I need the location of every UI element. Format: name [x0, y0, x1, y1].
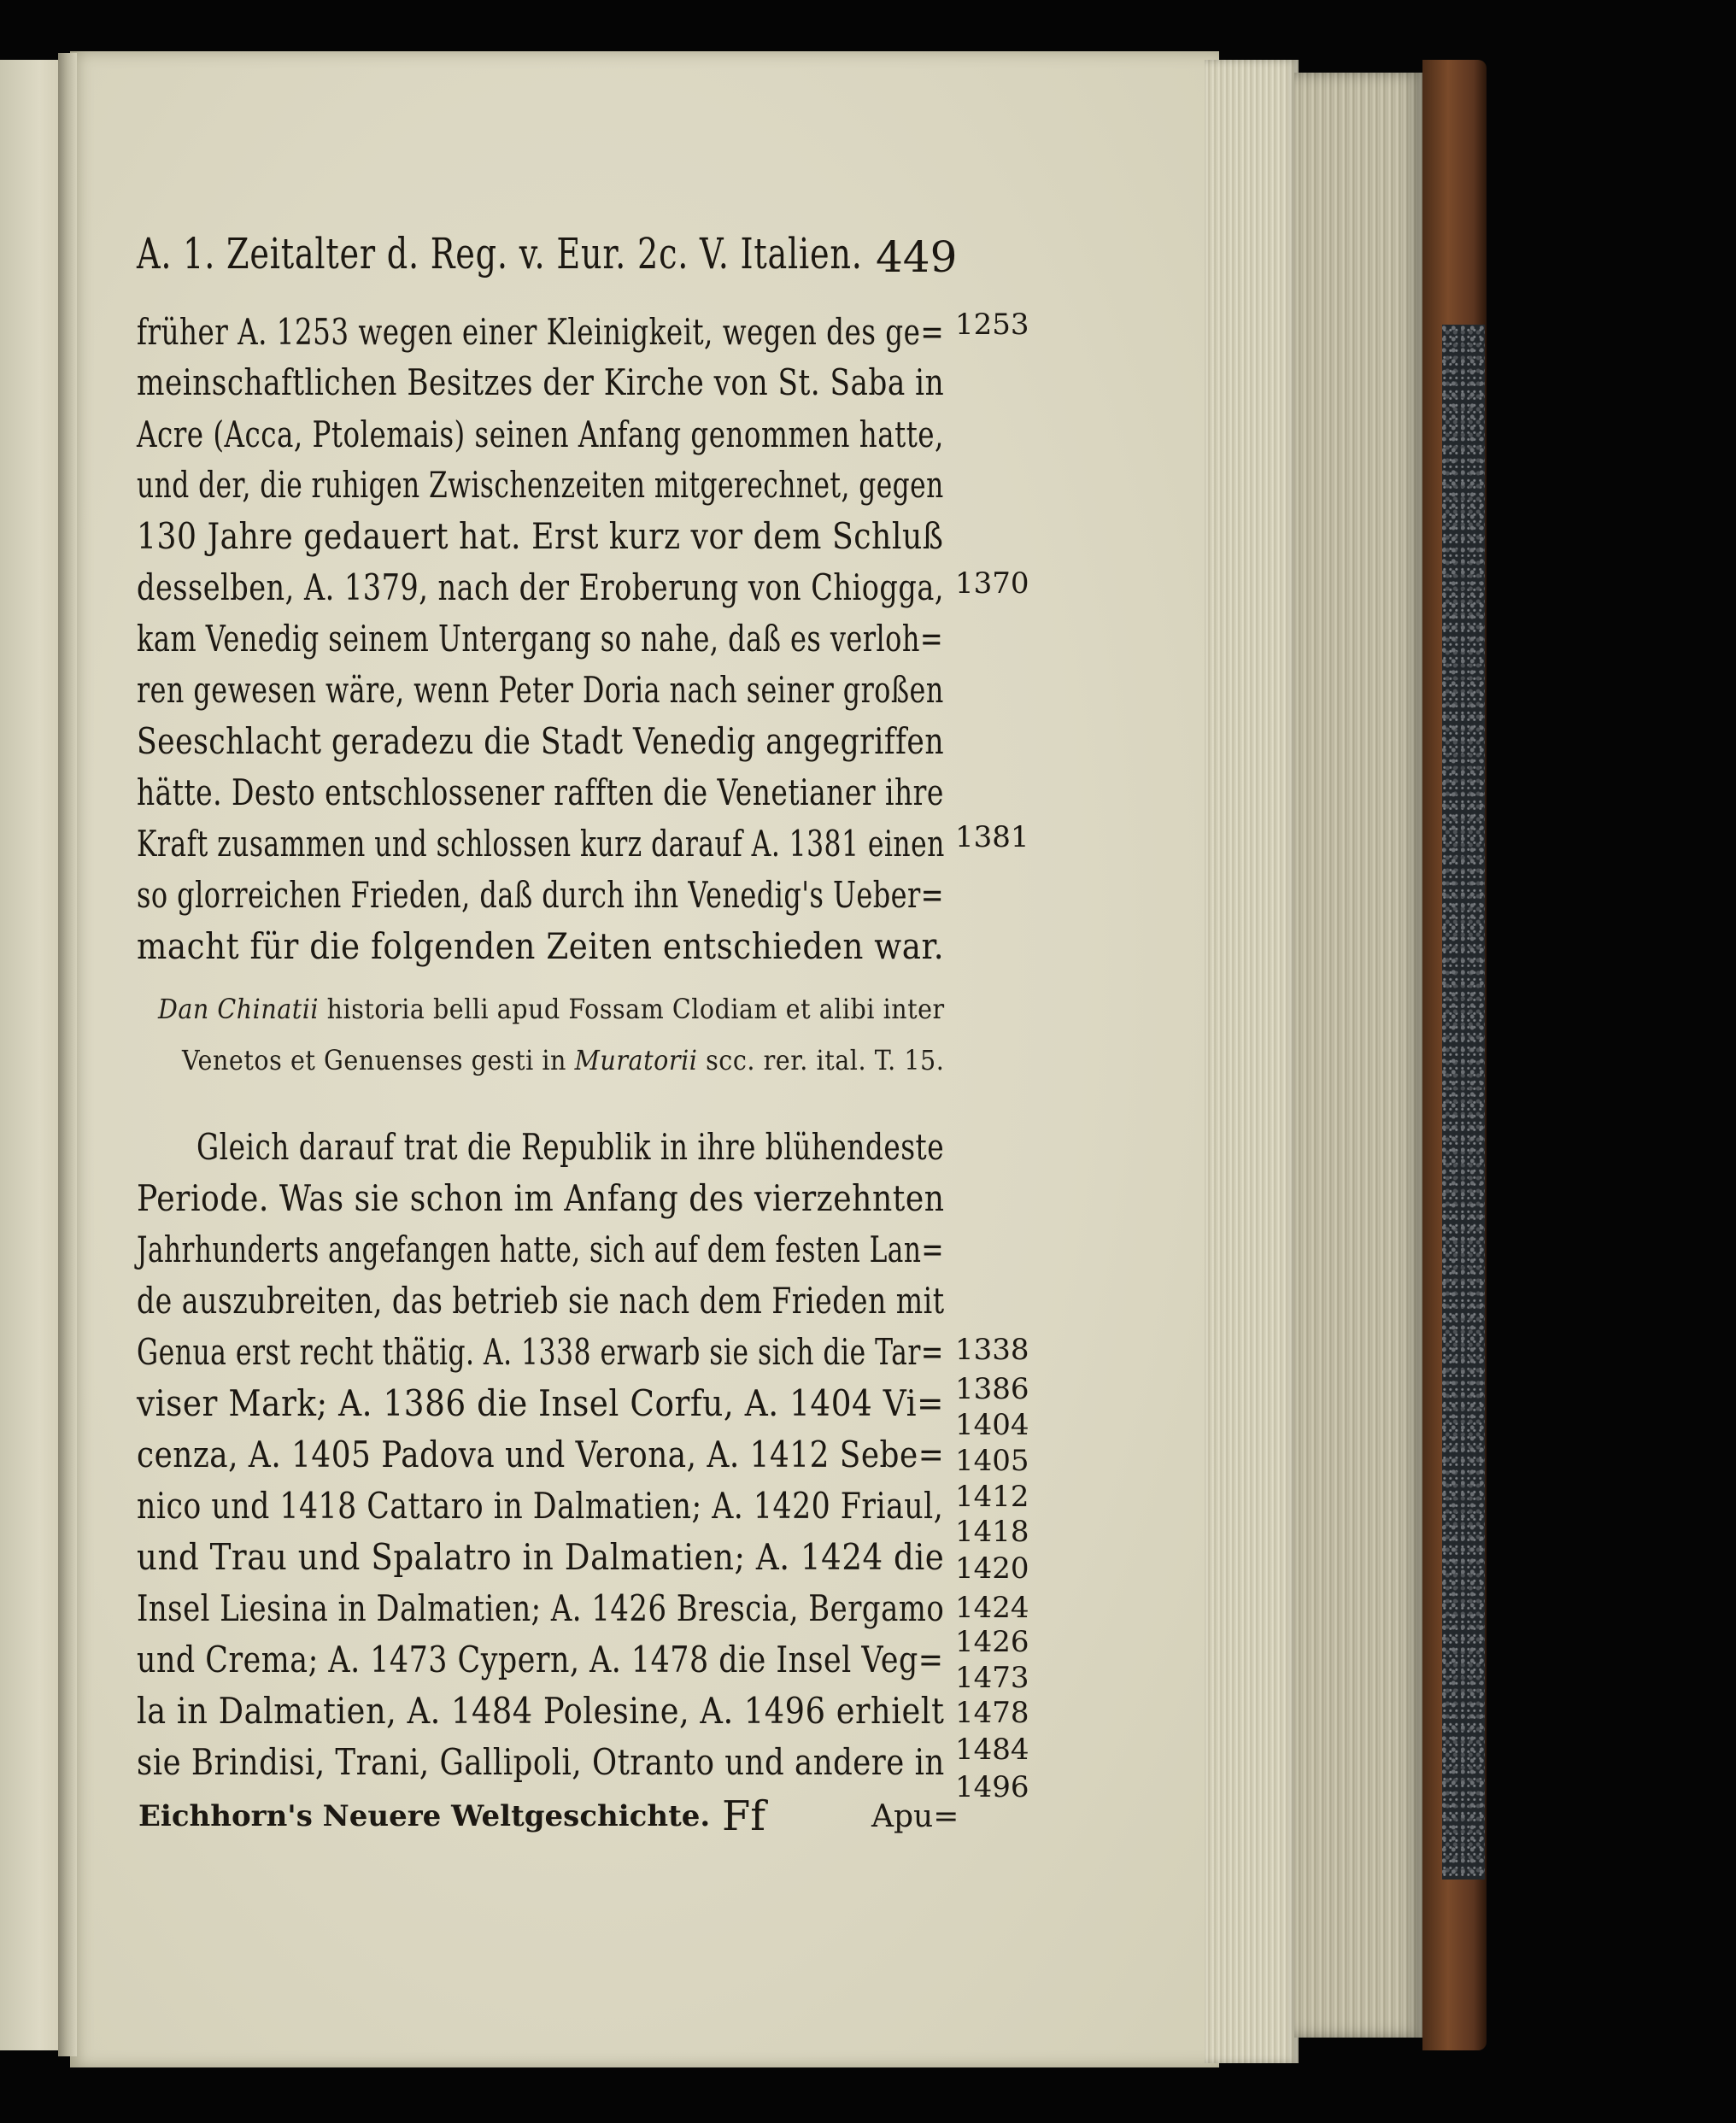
page-number: 449	[876, 232, 958, 282]
text-line: 130 Jahre gedauert hat. Erst kurz vor dem Schluß	[137, 515, 944, 557]
footer-book-title: Eichhorn's Neuere Weltgeschichte.	[138, 1799, 711, 1833]
margin-year: 1370	[955, 566, 1029, 601]
book-gutter	[58, 53, 77, 2056]
margin-year: 1484	[955, 1733, 1029, 1767]
text-line: macht für die folgenden Zeiten entschieden war.	[137, 925, 945, 967]
note-author: Dan Chinatii	[158, 993, 320, 1025]
text-line: Periode. Was sie schon im Anfang des vierzehnten	[137, 1177, 945, 1219]
margin-year: 1338	[955, 1333, 1029, 1367]
margin-year: 1253	[955, 308, 1029, 342]
text-line: cenza, A. 1405 Padova und Verona, A. 1412 Sebe=	[137, 1434, 945, 1475]
text-line: la in Dalmatien, A. 1484 Polesine, A. 1496 erhielt	[137, 1690, 945, 1732]
margin-year: 1420	[955, 1551, 1029, 1586]
text-line: Jahrhunderts angefangen hatte, sich auf dem festen Lan=	[137, 1229, 944, 1270]
text-line: Acre (Acca, Ptolemais) seinen Anfang genommen hatte,	[137, 413, 944, 455]
text-line: kam Venedig seinem Untergang so nahe, daß es verloh=	[137, 618, 944, 660]
note-text: historia belli apud Fossam Clodiam et alibi inter	[326, 993, 945, 1025]
text-line: Gleich darauf trat die Republik in ihre blühendeste	[196, 1126, 945, 1168]
text-line: so glorreichen Frieden, daß durch ihn Venedig's Ueber=	[137, 874, 944, 916]
page-stack-edge-far	[1294, 73, 1422, 2038]
margin-year: 1405	[955, 1444, 1029, 1478]
margin-year: 1478	[955, 1696, 1029, 1730]
margin-year: 1404	[955, 1408, 1029, 1442]
text-line: früher A. 1253 wegen einer Kleinigkeit, wegen des ge=	[137, 311, 945, 353]
text-line: desselben, A. 1379, nach der Eroberung von Chiogga,	[137, 566, 944, 608]
text-line: und der, die ruhigen Zwischenzeiten mitgerechnet, gegen	[137, 464, 944, 506]
note-text: Venetos et Genuenses gesti in	[182, 1044, 567, 1076]
signature-mark: Ff	[722, 1792, 766, 1840]
text-line: und Trau und Spalatro in Dalmatien; A. 1424 die	[137, 1536, 945, 1578]
text-line: Genua erst recht thätig. A. 1338 erwarb sie sich die Tar=	[137, 1331, 944, 1373]
note-source: Muratorii	[574, 1044, 698, 1076]
text-line: sie Brindisi, Trani, Gallipoli, Otranto und andere in	[137, 1741, 945, 1783]
margin-year: 1381	[955, 820, 1029, 854]
margin-year: 1426	[955, 1625, 1029, 1659]
text-line: ren gewesen wäre, wenn Peter Doria nach seiner großen	[137, 669, 944, 711]
margin-year: 1412	[955, 1480, 1029, 1514]
margin-year: 1473	[955, 1661, 1029, 1695]
text-line: hätte. Desto entschlossener rafften die Venetianer ihre	[137, 771, 944, 813]
margin-year: 1496	[955, 1770, 1029, 1804]
text-line: nico und 1418 Cattaro in Dalmatien; A. 1420 Friaul,	[137, 1485, 944, 1527]
text-line: Seeschlacht geradezu die Stadt Venedig angegriffen	[137, 720, 945, 762]
page-stack-edge	[1205, 60, 1299, 2063]
running-title: A. 1. Zeitalter d. Reg. v. Eur. 2c. V. Italien.	[137, 229, 863, 279]
text-line: de auszubreiten, das betrieb sie nach dem Frieden mit	[137, 1280, 945, 1322]
text-line: Kraft zusammen und schlossen kurz darauf A. 1381 einen	[137, 823, 945, 865]
text-line: meinschaftlichen Besitzes der Kirche von St. Saba in	[137, 361, 945, 403]
text-line: viser Mark; A. 1386 die Insel Corfu, A. 1404 Vi=	[137, 1382, 944, 1424]
note-text: scc. rer. ital. T. 15.	[706, 1044, 945, 1076]
previous-page-edge	[0, 60, 67, 2050]
reference-note-line1	[158, 993, 945, 1025]
margin-year: 1386	[955, 1372, 1029, 1406]
text-line: Insel Liesina in Dalmatien; A. 1426 Brescia, Bergamo	[137, 1587, 945, 1629]
book-cover-marbled-paper	[1442, 325, 1485, 1880]
margin-year: 1418	[955, 1515, 1029, 1549]
margin-year: 1424	[955, 1591, 1029, 1625]
text-line: und Crema; A. 1473 Cypern, A. 1478 die Insel Veg=	[137, 1639, 944, 1680]
catchword: Apu=	[871, 1799, 959, 1834]
reference-note-line2	[182, 1044, 944, 1076]
